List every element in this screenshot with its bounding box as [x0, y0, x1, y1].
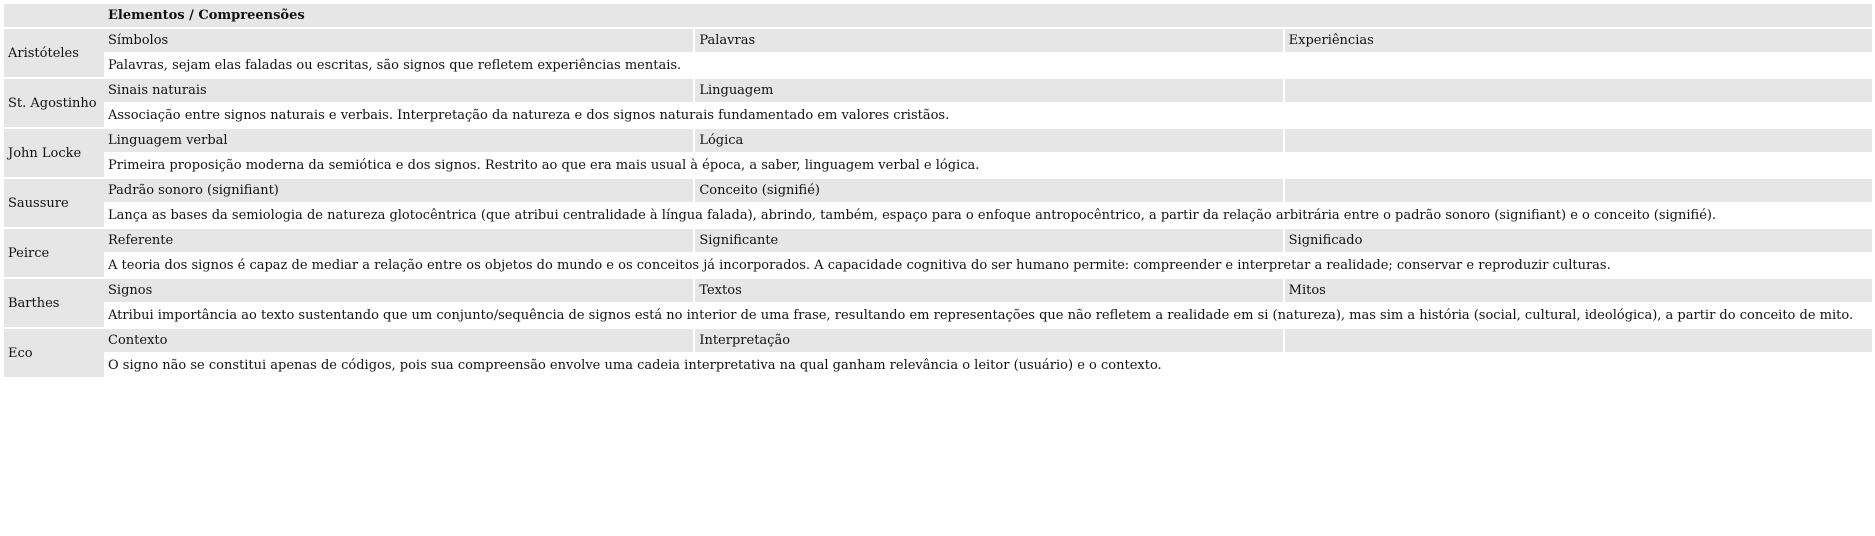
- table-row: [4, 279, 1872, 302]
- author-name: Eco: [4, 329, 104, 377]
- table-row: [4, 179, 1872, 202]
- table-row: [4, 29, 1872, 52]
- term-cell: Textos: [693, 279, 1282, 302]
- term-cell: Experiências: [1283, 29, 1872, 52]
- term-cell: Lógica: [693, 129, 1282, 152]
- term-cell: Significante: [693, 229, 1282, 252]
- term-cell: [1283, 129, 1872, 152]
- term-cell: Sinais naturais: [104, 79, 693, 102]
- description-row: [4, 354, 1872, 377]
- author-name: Barthes: [4, 279, 104, 327]
- term-cell: Padrão sonoro (signifiant): [104, 179, 693, 202]
- header-corner-cell: [4, 4, 104, 27]
- semiotics-table: [4, 2, 1872, 379]
- description-cell: O signo não se constitui apenas de códigos, pois sua compreensão envolve uma cadeia interpretativa na qual ganham relevância o leitor (usuário) e o contexto.: [104, 354, 1872, 377]
- table-row: [4, 229, 1872, 252]
- term-cell: Mitos: [1283, 279, 1872, 302]
- term-cell: [1283, 329, 1872, 352]
- term-cell: Símbolos: [104, 29, 693, 52]
- description-row: [4, 104, 1872, 127]
- description-row: [4, 204, 1872, 227]
- term-cell: Contexto: [104, 329, 693, 352]
- term-cell: [1283, 179, 1872, 202]
- description-cell: Associação entre signos naturais e verbais. Interpretação da natureza e dos signos naturais fundamentado em valores cristãos.: [104, 104, 1872, 127]
- table-row: [4, 129, 1872, 152]
- description-row: [4, 254, 1872, 277]
- table-title: Elementos / Compreensões: [104, 4, 1872, 27]
- author-name: St. Agostinho: [4, 79, 104, 127]
- description-cell: A teoria dos signos é capaz de mediar a relação entre os objetos do mundo e os conceitos já incorporados. A capacidade cognitiva do ser humano permite: compreender e interpretar a realidade; conservar e reproduzir culturas.: [104, 254, 1872, 277]
- term-cell: [1283, 79, 1872, 102]
- term-cell: Palavras: [693, 29, 1282, 52]
- table-header-row: [4, 4, 1872, 27]
- term-cell: Signos: [104, 279, 693, 302]
- description-cell: Primeira proposição moderna da semiótica e dos signos. Restrito ao que era mais usual à época, a saber, linguagem verbal e lógica.: [104, 154, 1872, 177]
- description-row: [4, 154, 1872, 177]
- description-row: [4, 54, 1872, 77]
- term-cell: Linguagem: [693, 79, 1282, 102]
- author-name: John Locke: [4, 129, 104, 177]
- description-cell: Lança as bases da semiologia de natureza glotocêntrica (que atribui centralidade à língua falada), abrindo, também, espaço para o enfoque antropocêntrico, a partir da relação arbitrária entre o padrão sonoro (signifiant) e o conceito (signifié).: [104, 204, 1872, 227]
- term-cell: Linguagem verbal: [104, 129, 693, 152]
- author-name: Saussure: [4, 179, 104, 227]
- term-cell: Referente: [104, 229, 693, 252]
- term-cell: Conceito (signifié): [693, 179, 1282, 202]
- term-cell: Significado: [1283, 229, 1872, 252]
- author-name: Aristóteles: [4, 29, 104, 77]
- table-row: [4, 79, 1872, 102]
- description-cell: Atribui importância ao texto sustentando que um conjunto/sequência de signos está no interior de uma frase, resultando em representações que não refletem a realidade em si (natureza), mas sim a história (social, cultural, ideológica), a partir do conceito de mito.: [104, 304, 1872, 327]
- table-row: [4, 329, 1872, 352]
- description-cell: Palavras, sejam elas faladas ou escritas, são signos que refletem experiências mentais.: [104, 54, 1872, 77]
- description-row: [4, 304, 1872, 327]
- author-name: Peirce: [4, 229, 104, 277]
- term-cell: Interpretação: [693, 329, 1282, 352]
